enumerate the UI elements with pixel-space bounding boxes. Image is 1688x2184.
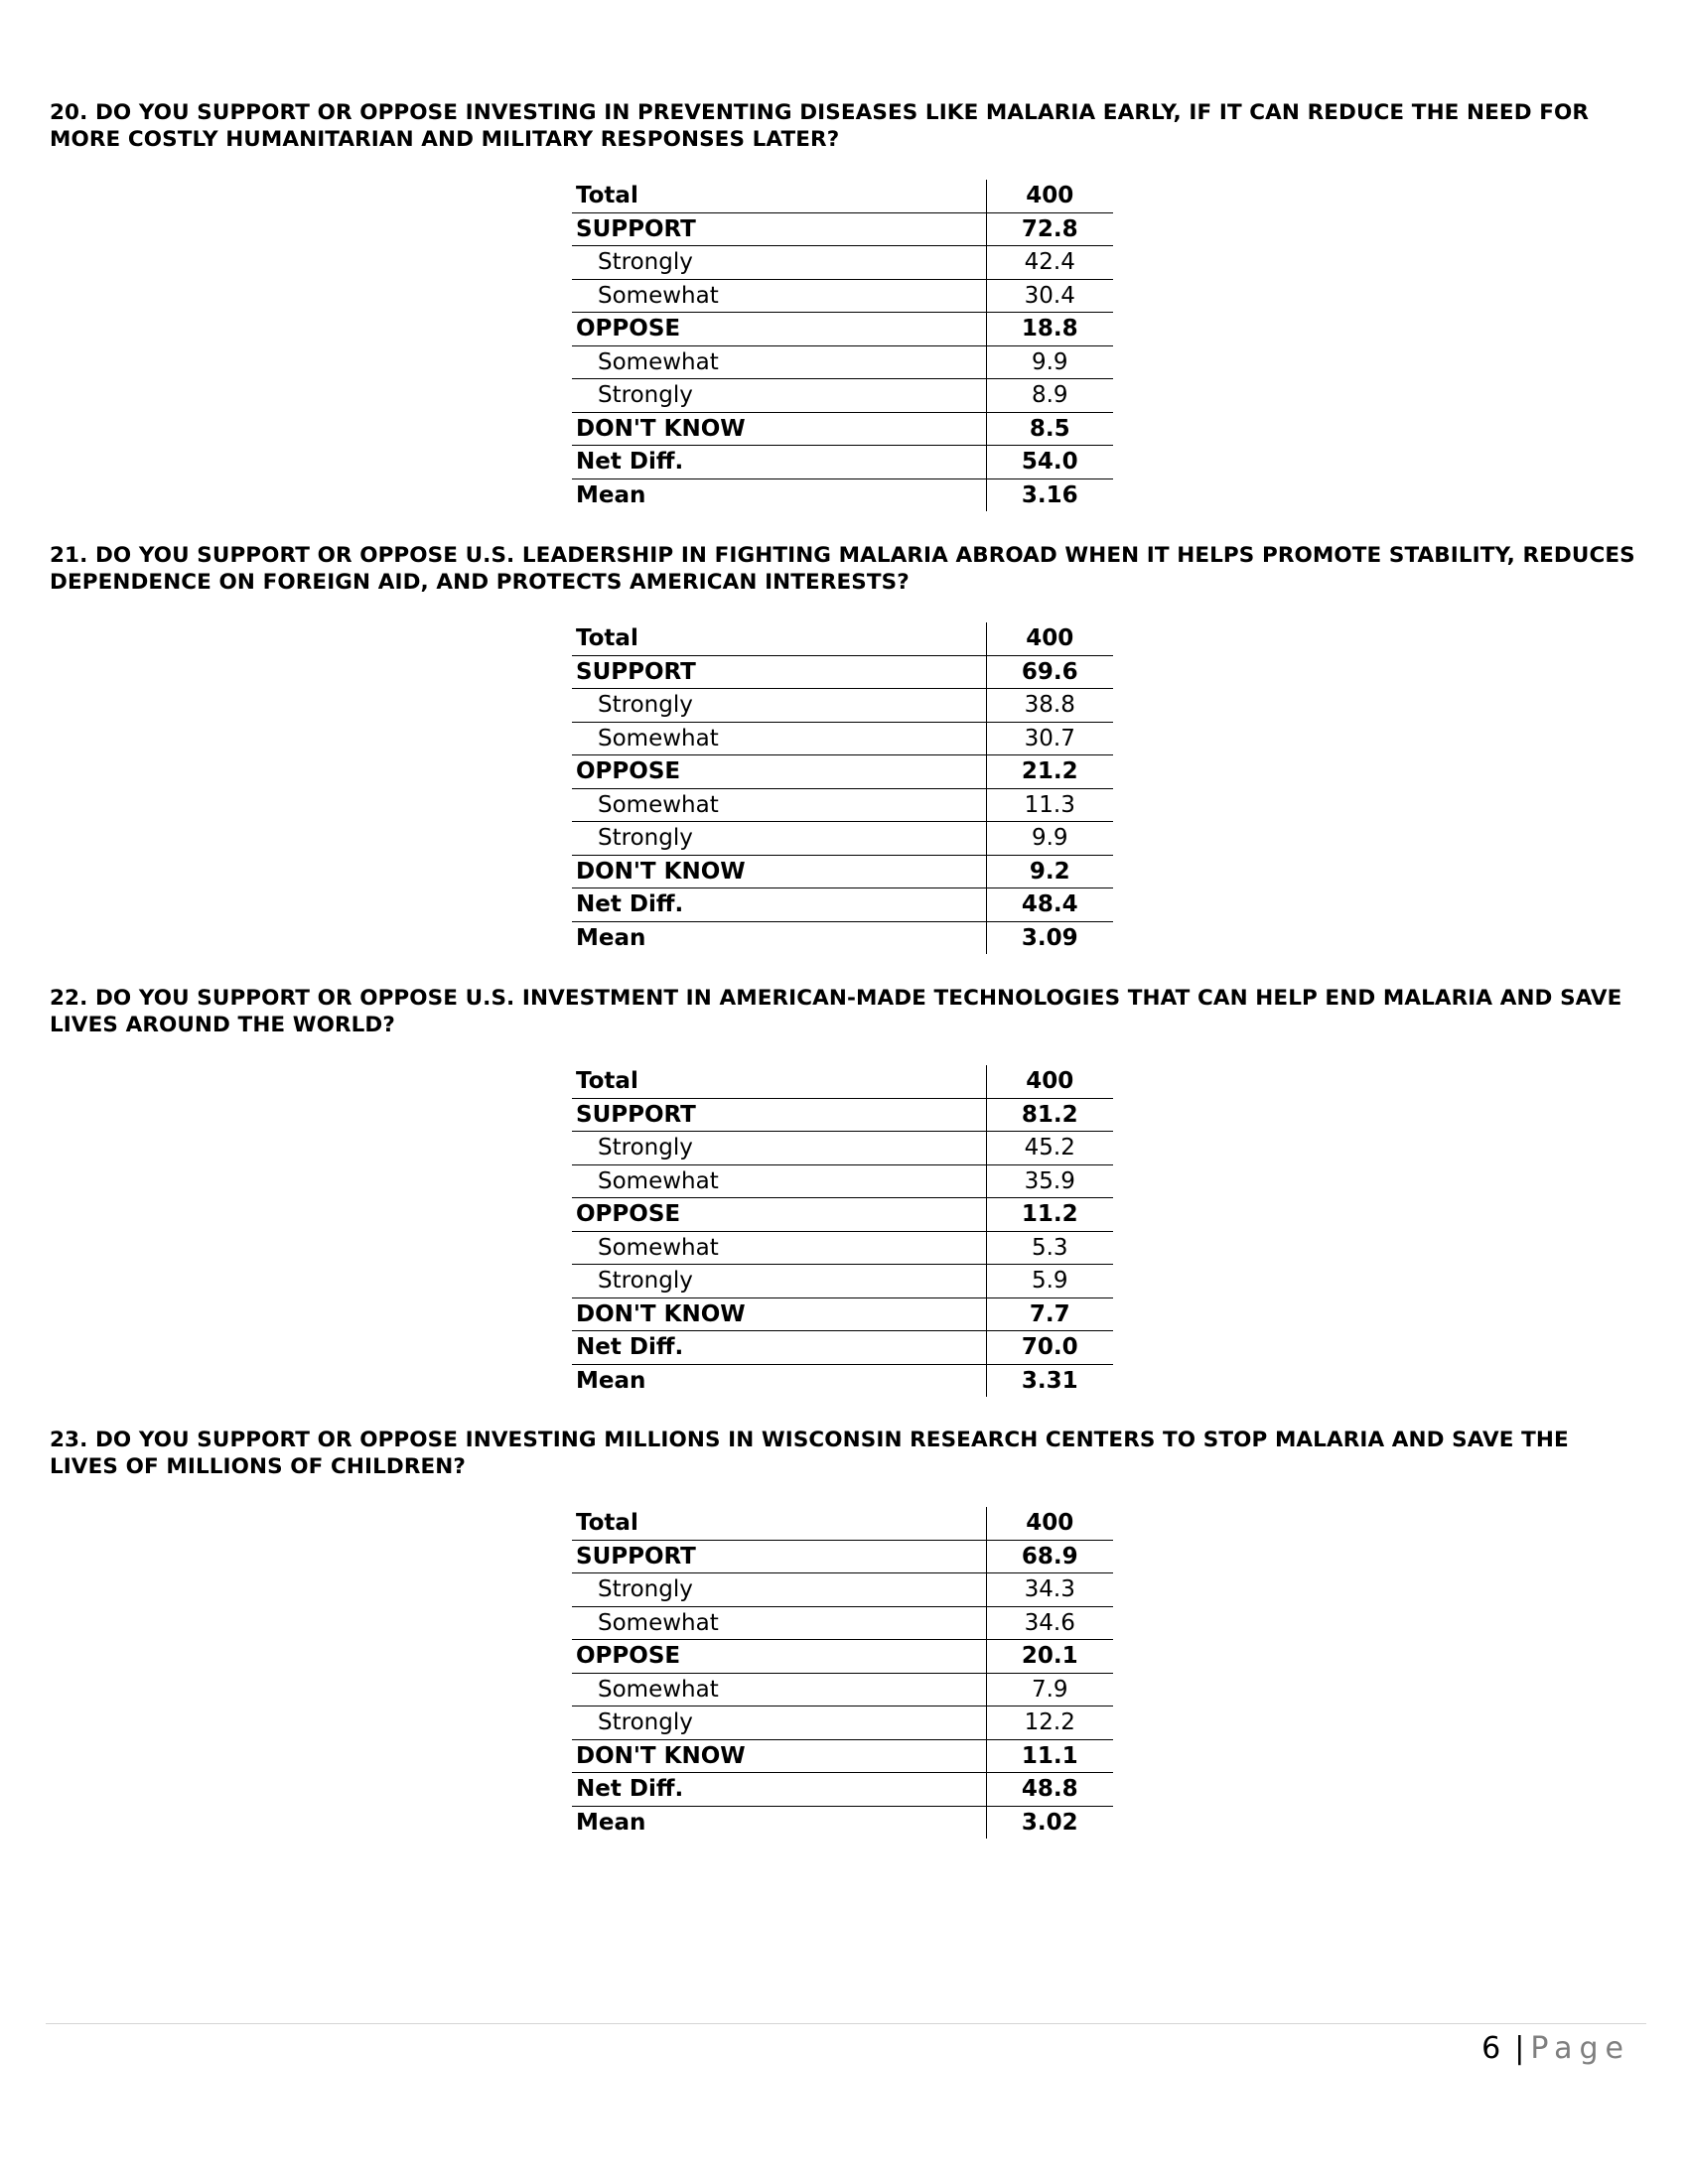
question-text: 23. DO YOU SUPPORT OR OPPOSE INVESTING MILLIONS IN WISCONSIN RESEARCH CENTERS TO STOP MALARIA AND SAVE THE LIVES OF MILLIONS OF CHILDREN? [50, 1428, 1569, 1479]
row-label: SUPPORT [572, 212, 986, 246]
question-20 [50, 99, 1638, 153]
row-label: Strongly [572, 689, 986, 723]
row-value: 400 [986, 622, 1113, 655]
row-value: 48.8 [986, 1773, 1113, 1807]
table-row [572, 1673, 1113, 1706]
table-row [572, 478, 1113, 511]
table-row [572, 622, 1113, 655]
table-row [572, 855, 1113, 888]
table-row [572, 722, 1113, 755]
table-row [572, 446, 1113, 479]
row-label: DON'T KNOW [572, 855, 986, 888]
row-value: 11.2 [986, 1198, 1113, 1232]
row-label: Net Diff. [572, 1773, 986, 1807]
page-number: 6 [1481, 2031, 1501, 2066]
row-label: SUPPORT [572, 655, 986, 689]
row-value: 11.1 [986, 1739, 1113, 1773]
table-row [572, 1198, 1113, 1232]
row-value: 35.9 [986, 1164, 1113, 1198]
question-text: 21. DO YOU SUPPORT OR OPPOSE U.S. LEADERSHIP IN FIGHTING MALARIA ABROAD WHEN IT HELPS PROMOTE STABILITY, REDUCES DEPENDENCE ON FOREIGN AID, AND PROTECTS AMERICAN INTERESTS? [50, 543, 1635, 595]
table-row [572, 655, 1113, 689]
table-row [572, 279, 1113, 313]
row-label: Somewhat [572, 788, 986, 822]
row-label: Strongly [572, 1573, 986, 1607]
row-value: 9.9 [986, 822, 1113, 856]
row-value: 5.3 [986, 1231, 1113, 1265]
row-value: 11.3 [986, 788, 1113, 822]
row-label: Net Diff. [572, 1331, 986, 1365]
question-text: 20. DO YOU SUPPORT OR OPPOSE INVESTING IN PREVENTING DISEASES LIKE MALARIA EARLY, IF IT CAN REDUCE THE NEED FOR MORE COSTLY HUMANITARIAN AND MILITARY RESPONSES LATER? [50, 100, 1590, 152]
row-label: Somewhat [572, 345, 986, 379]
footer-divider [46, 2023, 1646, 2024]
table-row [572, 345, 1113, 379]
table-row [572, 180, 1113, 212]
row-value: 7.7 [986, 1297, 1113, 1331]
results-table-q23 [572, 1507, 1113, 1839]
table-row [572, 379, 1113, 413]
row-label: Strongly [572, 1132, 986, 1165]
row-label: Mean [572, 478, 986, 511]
row-label: Net Diff. [572, 446, 986, 479]
table-row [572, 1231, 1113, 1265]
table-row [572, 1573, 1113, 1607]
table-row [572, 689, 1113, 723]
row-value: 45.2 [986, 1132, 1113, 1165]
row-value: 3.31 [1021, 1367, 1078, 1394]
table-row [572, 1265, 1113, 1298]
row-label: Mean [572, 921, 986, 954]
table-row [572, 1297, 1113, 1331]
row-value: 42.4 [986, 246, 1113, 280]
footer-separator: | [1514, 2031, 1525, 2066]
row-label: Total [572, 1507, 986, 1540]
row-value: 3.09 [1021, 924, 1078, 951]
row-label: Strongly [572, 379, 986, 413]
table-row [572, 313, 1113, 346]
row-value: 21.2 [986, 755, 1113, 789]
row-value: 69.6 [986, 655, 1113, 689]
row-value: 7.9 [986, 1673, 1113, 1706]
table-row [572, 1364, 1113, 1397]
row-value: 9.2 [986, 855, 1113, 888]
row-label: Total [572, 1065, 986, 1098]
row-label: DON'T KNOW [572, 1297, 986, 1331]
table-row [572, 1507, 1113, 1540]
row-value: 70.0 [986, 1331, 1113, 1365]
row-value: 68.9 [986, 1540, 1113, 1573]
table-row [572, 921, 1113, 954]
row-value: 34.3 [986, 1573, 1113, 1607]
table-row [572, 822, 1113, 856]
row-label: Total [572, 622, 986, 655]
row-label: OPPOSE [572, 1198, 986, 1232]
table-row [572, 788, 1113, 822]
table-row [572, 246, 1113, 280]
row-value: 400 [986, 1507, 1113, 1540]
question-text: 22. DO YOU SUPPORT OR OPPOSE U.S. INVESTMENT IN AMERICAN-MADE TECHNOLOGIES THAT CAN HELP END MALARIA AND SAVE LIVES AROUND THE WORLD? [50, 986, 1622, 1037]
table-row [572, 1164, 1113, 1198]
row-value: 72.8 [986, 212, 1113, 246]
row-value: 81.2 [986, 1098, 1113, 1132]
results-table-q21 [572, 622, 1113, 954]
table-row [572, 1331, 1113, 1365]
row-value: 48.4 [986, 888, 1113, 922]
row-value: 12.2 [986, 1706, 1113, 1740]
question-22 [50, 985, 1638, 1038]
row-value: 54.0 [986, 446, 1113, 479]
page-word: Page [1530, 2031, 1630, 2066]
results-table-q20 [572, 180, 1113, 511]
row-label: Somewhat [572, 1164, 986, 1198]
row-label: Strongly [572, 1706, 986, 1740]
table-row [572, 755, 1113, 789]
row-label: SUPPORT [572, 1540, 986, 1573]
table-row [572, 1806, 1113, 1839]
table-row [572, 1706, 1113, 1740]
row-value: 5.9 [986, 1265, 1113, 1298]
results-table-q22 [572, 1065, 1113, 1397]
row-value: 20.1 [986, 1640, 1113, 1674]
row-value: 30.4 [986, 279, 1113, 313]
row-value: 3.02 [1021, 1809, 1078, 1836]
row-label: Mean [572, 1364, 986, 1397]
row-value: 400 [986, 180, 1113, 212]
row-value: 3.16 [1021, 481, 1078, 508]
table-row [572, 212, 1113, 246]
row-label: DON'T KNOW [572, 412, 986, 446]
row-label: Strongly [572, 246, 986, 280]
row-value: 30.7 [986, 722, 1113, 755]
row-value: 18.8 [986, 313, 1113, 346]
row-label: OPPOSE [572, 313, 986, 346]
row-label: SUPPORT [572, 1098, 986, 1132]
row-value: 34.6 [986, 1606, 1113, 1640]
question-23 [50, 1427, 1638, 1480]
row-label: Strongly [572, 822, 986, 856]
question-21 [50, 542, 1638, 596]
row-label: OPPOSE [572, 755, 986, 789]
row-label: Somewhat [572, 1673, 986, 1706]
row-label: Total [572, 180, 986, 212]
table-row [572, 1132, 1113, 1165]
row-label: Somewhat [572, 722, 986, 755]
row-label: OPPOSE [572, 1640, 986, 1674]
table-row [572, 412, 1113, 446]
row-label: DON'T KNOW [572, 1739, 986, 1773]
row-label: Mean [572, 1806, 986, 1839]
row-label: Net Diff. [572, 888, 986, 922]
table-row [572, 1606, 1113, 1640]
table-row [572, 1098, 1113, 1132]
row-label: Strongly [572, 1265, 986, 1298]
row-value: 9.9 [986, 345, 1113, 379]
row-value: 8.9 [986, 379, 1113, 413]
table-row [572, 1065, 1113, 1098]
page-footer [1481, 2029, 1630, 2069]
row-value: 400 [986, 1065, 1113, 1098]
row-label: Somewhat [572, 1606, 986, 1640]
table-row [572, 1739, 1113, 1773]
row-label: Somewhat [572, 1231, 986, 1265]
row-label: Somewhat [572, 279, 986, 313]
row-value: 38.8 [986, 689, 1113, 723]
table-row [572, 888, 1113, 922]
row-value: 8.5 [986, 412, 1113, 446]
table-row [572, 1540, 1113, 1573]
table-row [572, 1640, 1113, 1674]
table-row [572, 1773, 1113, 1807]
